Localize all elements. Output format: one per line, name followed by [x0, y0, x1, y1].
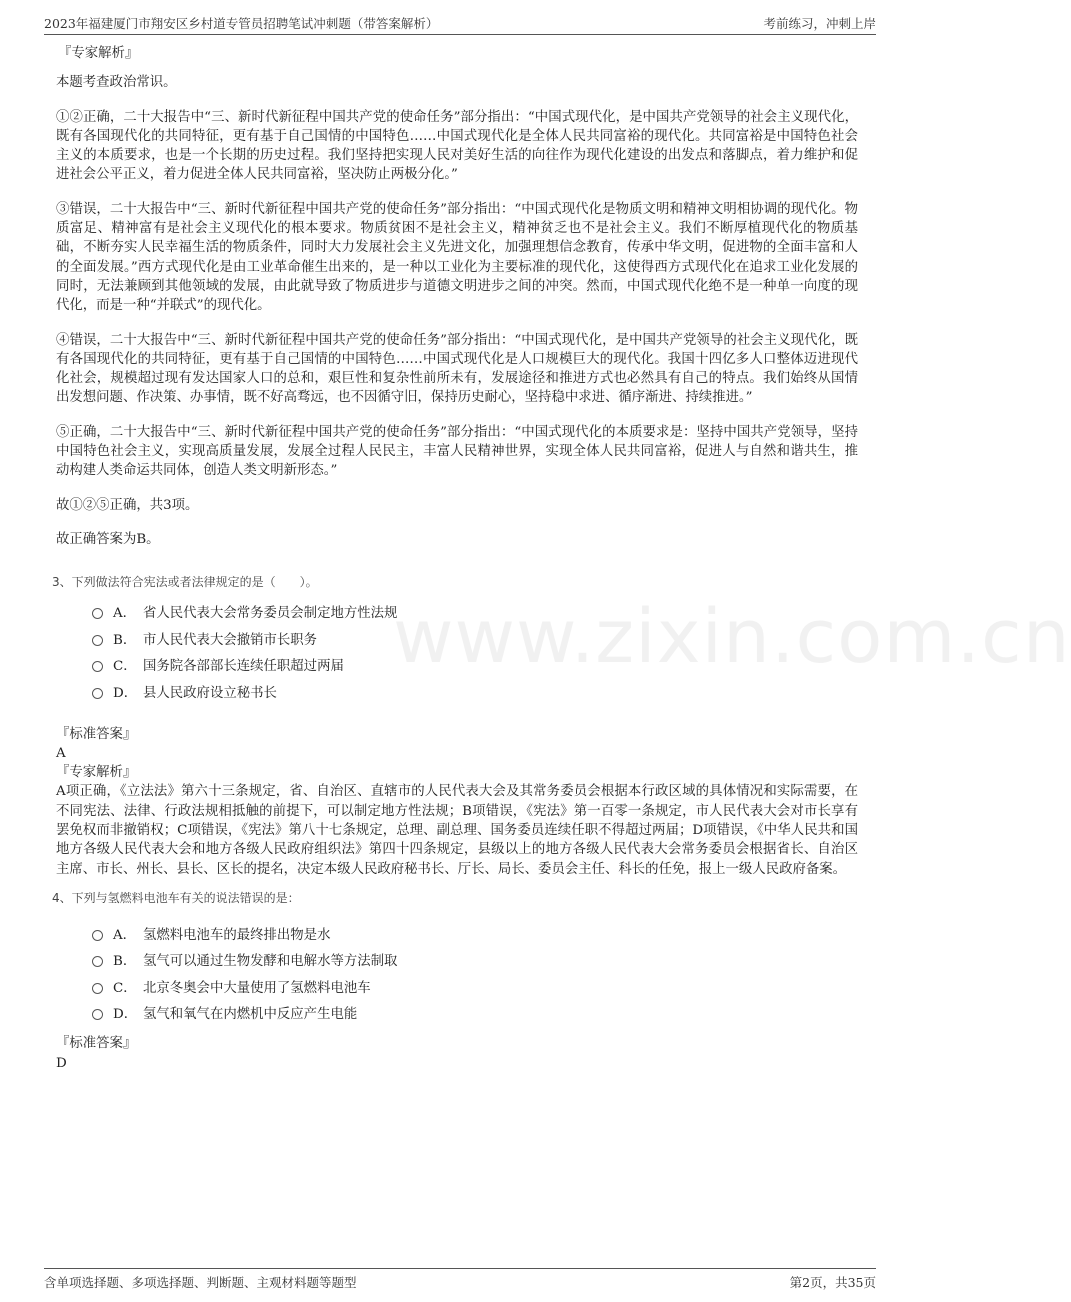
header-title: 2023年福建厦门市翔安区乡村道专管员招聘笔试冲刺题（带答案解析）: [44, 16, 439, 31]
radio-button[interactable]: [92, 930, 103, 941]
q4-option-b[interactable]: B． 氢气可以通过生物发酵和电解水等方法制取: [92, 949, 858, 976]
header-slogan: 考前练习，冲刺上岸: [763, 16, 876, 31]
radio-button[interactable]: [92, 1009, 103, 1020]
q2-paragraph-4: ⑤正确，二十大报告中“三、新时代新征程中国共产党的使命任务”部分指出：“中国式现代化的本质要求是：坚持中国共产党领导，坚持中国特色社会主义，实现高质量发展，发展全过程人民民主，丰富人民精神世界，实现全体人民共同富裕，促进人与自然和谐共生，推动构建人类命运共同体，创造人类文明新形态。”: [56, 424, 858, 479]
page-footer: [44, 1268, 876, 1291]
page-header: [44, 12, 876, 35]
radio-button[interactable]: [92, 661, 103, 672]
q2-paragraph-3: ④错误，二十大报告中“三、新时代新征程中国共产党的使命任务”部分指出：“中国式现代化，是中国共产党领导的社会主义现代化，既有各国现代化的共同特征，更有基于自己国情的中国特色……中国式现代化是人口规模巨大的现代化。我国十四亿多人口整体迈进现代化社会，规模超过现有发达国家人口的总和，艰巨性和复杂性前所未有，发展途径和推进方式也必然具有自己的特点。我们始终从国情出发想问题、作决策、办事情，既不好高骛远，也不因循守旧，保持历史耐心，坚持稳中求进、循序渐进、持续推进。”: [56, 332, 858, 406]
q2-analysis-label: 『专家解析』: [58, 46, 139, 61]
q3-option-c[interactable]: C． 国务院各部部长连续任职超过两届: [92, 654, 858, 681]
q4-question: 4、下列与氢燃料电池车有关的说法错误的是：: [52, 890, 300, 905]
q4-option-c[interactable]: C． 北京冬奥会中大量使用了氢燃料电池车: [92, 975, 858, 1002]
page-content: [52, 44, 858, 1073]
footer-note: 含单项选择题、多项选择题、判断题、主观材料题等题型: [44, 1275, 357, 1290]
q4-answer: D: [56, 1055, 67, 1071]
q3-answer-label: 『标准答案』: [56, 726, 137, 742]
q3-option-d[interactable]: D． 县人民政府设立秘书长: [92, 680, 858, 707]
q4-options: [92, 922, 858, 1028]
q3-question: 3、下列做法符合宪法或者法律规定的是（ ）。: [52, 575, 318, 590]
q4-answer-label: 『标准答案』: [56, 1036, 137, 1052]
radio-button[interactable]: [92, 956, 103, 967]
q3-analysis: A项正确，《立法法》第六十三条规定，省、自治区、直辖市的人民代表大会及其常务委员会根据本行政区域的具体情况和实际需要，在不同宪法、法律、行政法规相抵触的前提下，可以制定地方性法规；B项错误，《宪法》第一百零一条规定，市人民代表大会对市长享有罢免权而非撤销权；C项错误，《宪法》第八十七条规定，总理、副总理、国务委员连续任职不得超过两届；D项错误，《中华人民共和国地方各级人民代表大会和地方各级人民政府组织法》第四十四条规定，县级以上的地方各级人民代表大会常务委员会根据省长、自治区主席、市长、州长、县长、区长的提名，决定本级人民政府秘书长、厅长、局长、委员会主任、科长的任免，报上一级人民政府备案。: [56, 784, 858, 877]
q3-analysis-label: 『专家解析』: [56, 765, 137, 781]
radio-button[interactable]: [92, 635, 103, 646]
watermark: www.zixin.com.cn: [393, 594, 1071, 680]
page-number: 第2页，共35页: [789, 1275, 876, 1290]
q4-option-d[interactable]: D． 氢气和氧气在内燃机中反应产生电能: [92, 1002, 858, 1029]
q2-conclusion: 故①②⑤正确，共3项。: [56, 497, 199, 513]
q2-paragraph-2: ③错误，二十大报告中“三、新时代新征程中国共产党的使命任务”部分指出：“中国式现代化是物质文明和精神文明相协调的现代化。物质富足、精神富有是社会主义现代化的根本要求。物质贫困不是社会主义，精神贫乏也不是社会主义。我们不断厚植现代化的物质基础，不断夯实人民幸福生活的物质条件，同时大力发展社会主义先进文化，加强理想信念教育，传承中华文明，促进物的全面丰富和人的全面发展。”西方式现代化是由工业革命催生出来的，是一种以工业化为主要标准的现代化，这使得西方式现代化在追求工业化发展的同时，无法兼顾到其他领域的发展，由此就导致了物质进步与道德文明进步之间的冲突。然而，中国式现代化绝不是一种单一向度的现代化，而是一种“并联式”的现代化。: [56, 201, 858, 314]
q3-options: [92, 601, 858, 707]
radio-button[interactable]: [92, 608, 103, 619]
q2-intro: 本题考查政治常识。: [56, 75, 177, 91]
radio-button[interactable]: [92, 688, 103, 699]
q2-answer: 故正确答案为B。: [56, 531, 160, 547]
q3-option-b[interactable]: B． 市人民代表大会撤销市长职务: [92, 627, 858, 654]
q4-option-a[interactable]: A． 氢燃料电池车的最终排出物是水: [92, 922, 858, 949]
q3-option-a[interactable]: A． 省人民代表大会常务委员会制定地方性法规: [92, 601, 858, 628]
q3-answer: A: [56, 745, 66, 761]
radio-button[interactable]: [92, 983, 103, 994]
q2-paragraph-1: ①②正确，二十大报告中“三、新时代新征程中国共产党的使命任务”部分指出：“中国式现代化，是中国共产党领导的社会主义现代化，既有各国现代化的共同特征，更有基于自己国情的中国特色……中国式现代化是全体人民共同富裕的现代化。共同富裕是中国特色社会主义的本质要求，也是一个长期的历史过程。我们坚持把实现人民对美好生活的向往作为现代化建设的出发点和落脚点，着力维护和促进社会公平正义，着力促进全体人民共同富裕，坚决防止两极分化。”: [56, 109, 858, 183]
